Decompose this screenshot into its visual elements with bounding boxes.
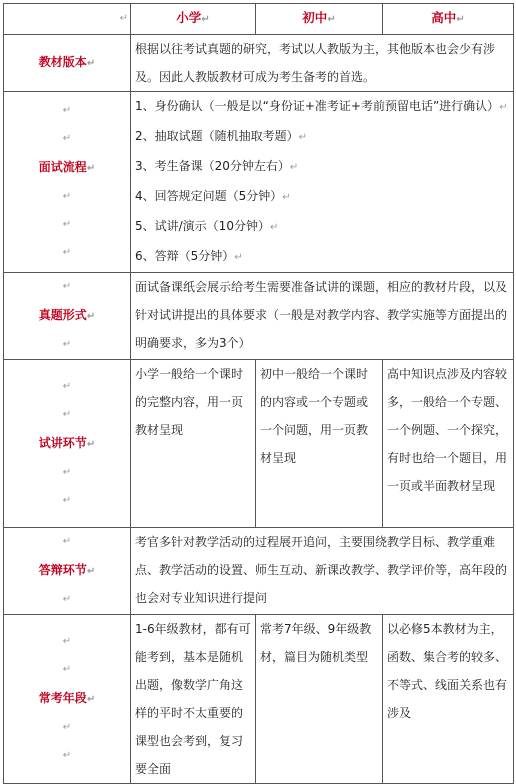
row-label-format: ↵ 真题形式↵ ↵ — [4, 273, 131, 360]
row-label-process: ↵ ↵ 面试流程↵ ↵ ↵ ↵ — [4, 92, 131, 273]
header-high: 高中↵ — [383, 4, 514, 35]
question-format-text: 面试备课纸会展示给考生需要准备试讲的课题，相应的教材片段，以及针对试讲提出的具体要求（一般是对教学内容、教学实施等方面提出的明确要求，多为3个） — [131, 273, 514, 360]
process-step: 3、考生备课（20分钟左右）↵ — [135, 159, 299, 173]
grades-high: 以必修5本教材为主，函数、集合考的较多、不等式、线面关系也有涉及 — [383, 615, 514, 784]
textbook-version-text: 根据以往考试真题的研究，考试以人教版为主，其他版本也会少有涉及。因此人教版教材可成为考生备考的首选。 — [131, 35, 514, 92]
interview-process-list — [131, 92, 514, 273]
row-label-lecture: ↵ ↵ 试讲环节↵ ↵ ↵ — [4, 360, 131, 528]
row-question-format — [4, 273, 514, 360]
row-label-defense: ↵ 答辩环节↵ ↵ — [4, 528, 131, 615]
defense-text: 考官多针对教学活动的过程展开追问，主要围绕教学目标、教学重难点、教学活动的设置、师生互动、新课改教学、教学评价等，高年段的也会对专业知识进行提问 — [131, 528, 514, 615]
process-step: 2、抽取试题（随机抽取考题）↵ — [135, 129, 308, 143]
grades-primary: 1-6年级教材，都有可能考到，基本是随机出题，像数学广角这样的平时不太重要的课型也会考到，复习要全面 — [131, 615, 256, 784]
lecture-primary: 小学一般给一个课时的完整内容，用一页教材呈现 — [131, 360, 256, 528]
header-corner-cell: ↵ — [4, 4, 131, 35]
exam-info-table — [3, 3, 514, 784]
process-step: 1、身份确认（一般是以“身份证+准考证+考前预留电话”进行确认）↵ — [135, 99, 508, 113]
grades-middle: 常考7年级、9年级教材，篇目为随机类型 — [256, 615, 383, 784]
lecture-high: 高中知识点涉及内容较多，一般给一个专题、一个例题、一个探究，有时也给一个题目，用一页或半面教材呈现 — [383, 360, 514, 528]
row-lecture-segment — [4, 360, 514, 528]
header-middle: 初中↵ — [256, 4, 383, 35]
row-interview-process — [4, 92, 514, 273]
row-common-grades — [4, 615, 514, 784]
row-label-textbook: 教材版本↵ — [4, 35, 131, 92]
process-step: 4、回答规定问题（5分钟）↵ — [135, 189, 291, 203]
row-textbook-version — [4, 35, 514, 92]
row-defense-segment — [4, 528, 514, 615]
process-step: 5、试讲/演示（10分钟）↵ — [135, 219, 279, 233]
row-label-grades: ↵ ↵ 常考年段↵ ↵ ↵ — [4, 615, 131, 784]
header-row — [4, 4, 514, 35]
process-step: 6、答辩（5分钟）↵ — [135, 249, 243, 263]
lecture-middle: 初中一般给一个课时的内容或一个专题或一个问题，用一页教材呈现 — [256, 360, 383, 528]
header-primary: 小学↵ — [131, 4, 256, 35]
